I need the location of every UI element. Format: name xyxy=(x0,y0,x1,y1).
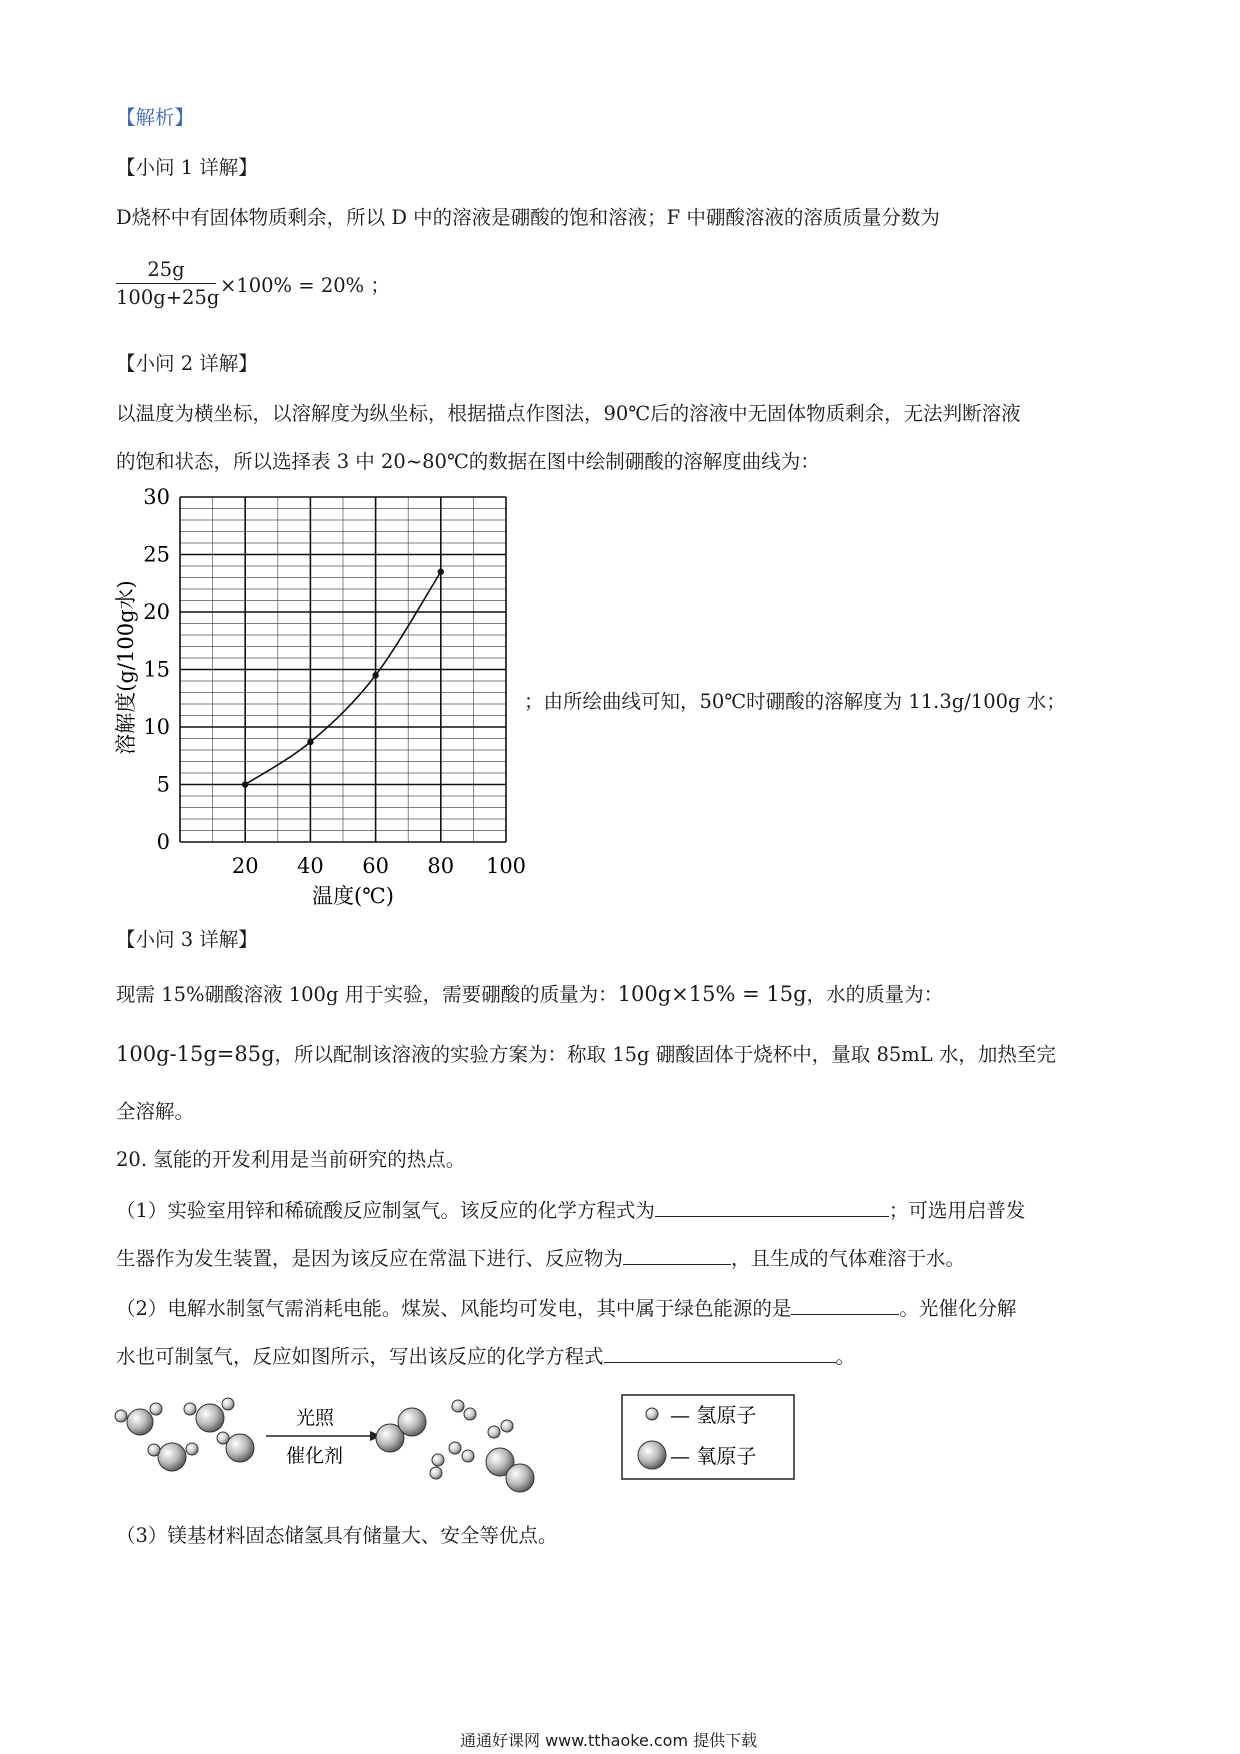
data-point xyxy=(438,569,444,575)
y-tick-label: 30 xyxy=(143,485,170,509)
answer-blank-green-energy[interactable] xyxy=(791,1296,899,1315)
y-tick-label: 20 xyxy=(143,600,170,624)
q3-line1 xyxy=(116,982,943,1007)
hydrogen-molecule xyxy=(488,1420,513,1438)
q20-p2-text-a: （2）电解水制氢气需消耗电能。煤炭、风能均可发电，其中属于绿色能源的是 xyxy=(116,1297,792,1320)
answer-blank-equation-2[interactable] xyxy=(604,1344,836,1363)
q1-heading: 【小问 1 详解】 xyxy=(116,156,258,179)
answer-blank-reactant-state[interactable] xyxy=(623,1246,731,1265)
q20-p1-text-d: ，且生成的气体难溶于水。 xyxy=(731,1247,966,1270)
q20-p2-text-b: 。光催化分解 xyxy=(899,1297,1017,1320)
y-axis-label: 溶解度(g/100g水) xyxy=(114,580,138,755)
y-tick-label: 5 xyxy=(156,772,170,797)
legend-oxygen: — 氧原子 xyxy=(670,1444,757,1468)
water-molecule xyxy=(217,1432,254,1462)
q20-p2-text-c: 水也可制氢气，反应如图所示，写出该反应的化学方程式 xyxy=(116,1345,604,1368)
q3-line3: 全溶解。 xyxy=(116,1100,195,1123)
water-molecule xyxy=(184,1398,234,1432)
y-tick-label: 0 xyxy=(156,830,170,854)
fraction-denominator: 100g+25g xyxy=(116,286,220,309)
analysis-label: 【解析】 xyxy=(116,106,195,129)
q1-fraction-rest: ×100% = 20% ； xyxy=(220,274,390,297)
water-molecule xyxy=(115,1403,162,1435)
water-molecule xyxy=(148,1443,198,1471)
x-tick-label: 20 xyxy=(231,854,259,878)
q20-p2-line1 xyxy=(116,1296,1016,1320)
x-tick-label: 100 xyxy=(485,854,527,878)
q3-line1-text-b: ，水的质量为： xyxy=(806,983,944,1006)
data-point xyxy=(372,672,378,678)
q3-line1-text: 现需 15%硼酸溶液 100g 用于实验，需要硼酸的质量为： xyxy=(116,983,618,1006)
answer-blank-equation-1[interactable] xyxy=(655,1198,889,1217)
x-axis-label: 温度(℃) xyxy=(312,884,394,908)
q3-line2-text: ，所以配制该溶液的实验方案为：称取 15g 硼酸固体于烧杯中，量取 85mL 水，加热至完 xyxy=(274,1043,1056,1066)
q3-line2-formula: 100g-15g=85g xyxy=(116,1042,275,1066)
x-tick-label: 80 xyxy=(427,854,455,878)
arrow-label-light: 光照 xyxy=(296,1407,335,1429)
reaction-diagram xyxy=(100,1392,820,1512)
q3-heading: 【小问 3 详解】 xyxy=(116,928,258,951)
q20-p1-text-c: 生器作为发生装置，是因为该反应在常温下进行、反应物为 xyxy=(116,1247,624,1270)
q20-p2-text-d: 。 xyxy=(835,1345,856,1368)
q20-p1-text-a: （1）实验室用锌和稀硫酸反应制氢气。该反应的化学方程式为 xyxy=(116,1199,655,1222)
arrow-label-catalyst: 催化剂 xyxy=(286,1445,344,1467)
y-tick-label: 10 xyxy=(143,715,170,739)
oxygen-molecule xyxy=(376,1408,426,1452)
q20-p3: （3）镁基材料固态储氢具有储量大、安全等优点。 xyxy=(116,1524,558,1547)
x-tick-label: 40 xyxy=(297,854,324,878)
hydrogen-molecule xyxy=(430,1454,444,1479)
q20-title: 20. 氢能的开发利用是当前研究的热点。 xyxy=(116,1148,466,1171)
footer-text: 通通好课网 www.tthaoke.com 提供下载 xyxy=(460,1731,758,1750)
q2-line1: 以温度为横坐标，以溶解度为纵坐标，根据描点作图法，90℃后的溶液中无固体物质剩余，无法判断溶液 xyxy=(116,402,1021,425)
q2-heading: 【小问 2 详解】 xyxy=(116,352,258,375)
oxygen-atom-icon xyxy=(638,1441,666,1469)
data-point xyxy=(307,739,313,745)
x-tick-label: 60 xyxy=(362,854,389,878)
fraction-numerator: 25g xyxy=(116,258,216,284)
oxygen-molecule xyxy=(486,1448,534,1492)
hydrogen-atom-icon xyxy=(646,1408,658,1420)
q1-line1: D烧杯中有固体物质剩余，所以 D 中的溶液是硼酸的饱和溶液；F 中硼酸溶液的溶质质量分数为 xyxy=(116,206,940,229)
q20-p1-line1 xyxy=(116,1198,1025,1222)
q2-line2: 的饱和状态，所以选择表 3 中 20~80℃的数据在图中绘制硼酸的溶解度曲线为： xyxy=(116,450,820,473)
q20-p2-line2 xyxy=(116,1344,855,1368)
hydrogen-molecule xyxy=(452,1400,476,1420)
q1-fraction xyxy=(116,258,220,309)
hydrogen-molecule xyxy=(449,1442,474,1462)
q20-p1-line2 xyxy=(116,1246,965,1270)
q2-after-chart: ；由所绘曲线可知，50℃时硼酸的溶解度为 11.3g/100g 水； xyxy=(524,690,1066,713)
y-tick-label: 25 xyxy=(143,542,170,567)
solubility-chart xyxy=(100,482,530,914)
y-tick-label: 15 xyxy=(143,657,170,682)
legend-hydrogen: — 氢原子 xyxy=(670,1403,757,1427)
q20-p1-text-b: ；可选用启普发 xyxy=(888,1199,1026,1222)
q3-line1-formula: 100g×15% = 15g xyxy=(617,982,807,1006)
data-point xyxy=(242,781,248,787)
q3-line2 xyxy=(116,1042,1056,1067)
